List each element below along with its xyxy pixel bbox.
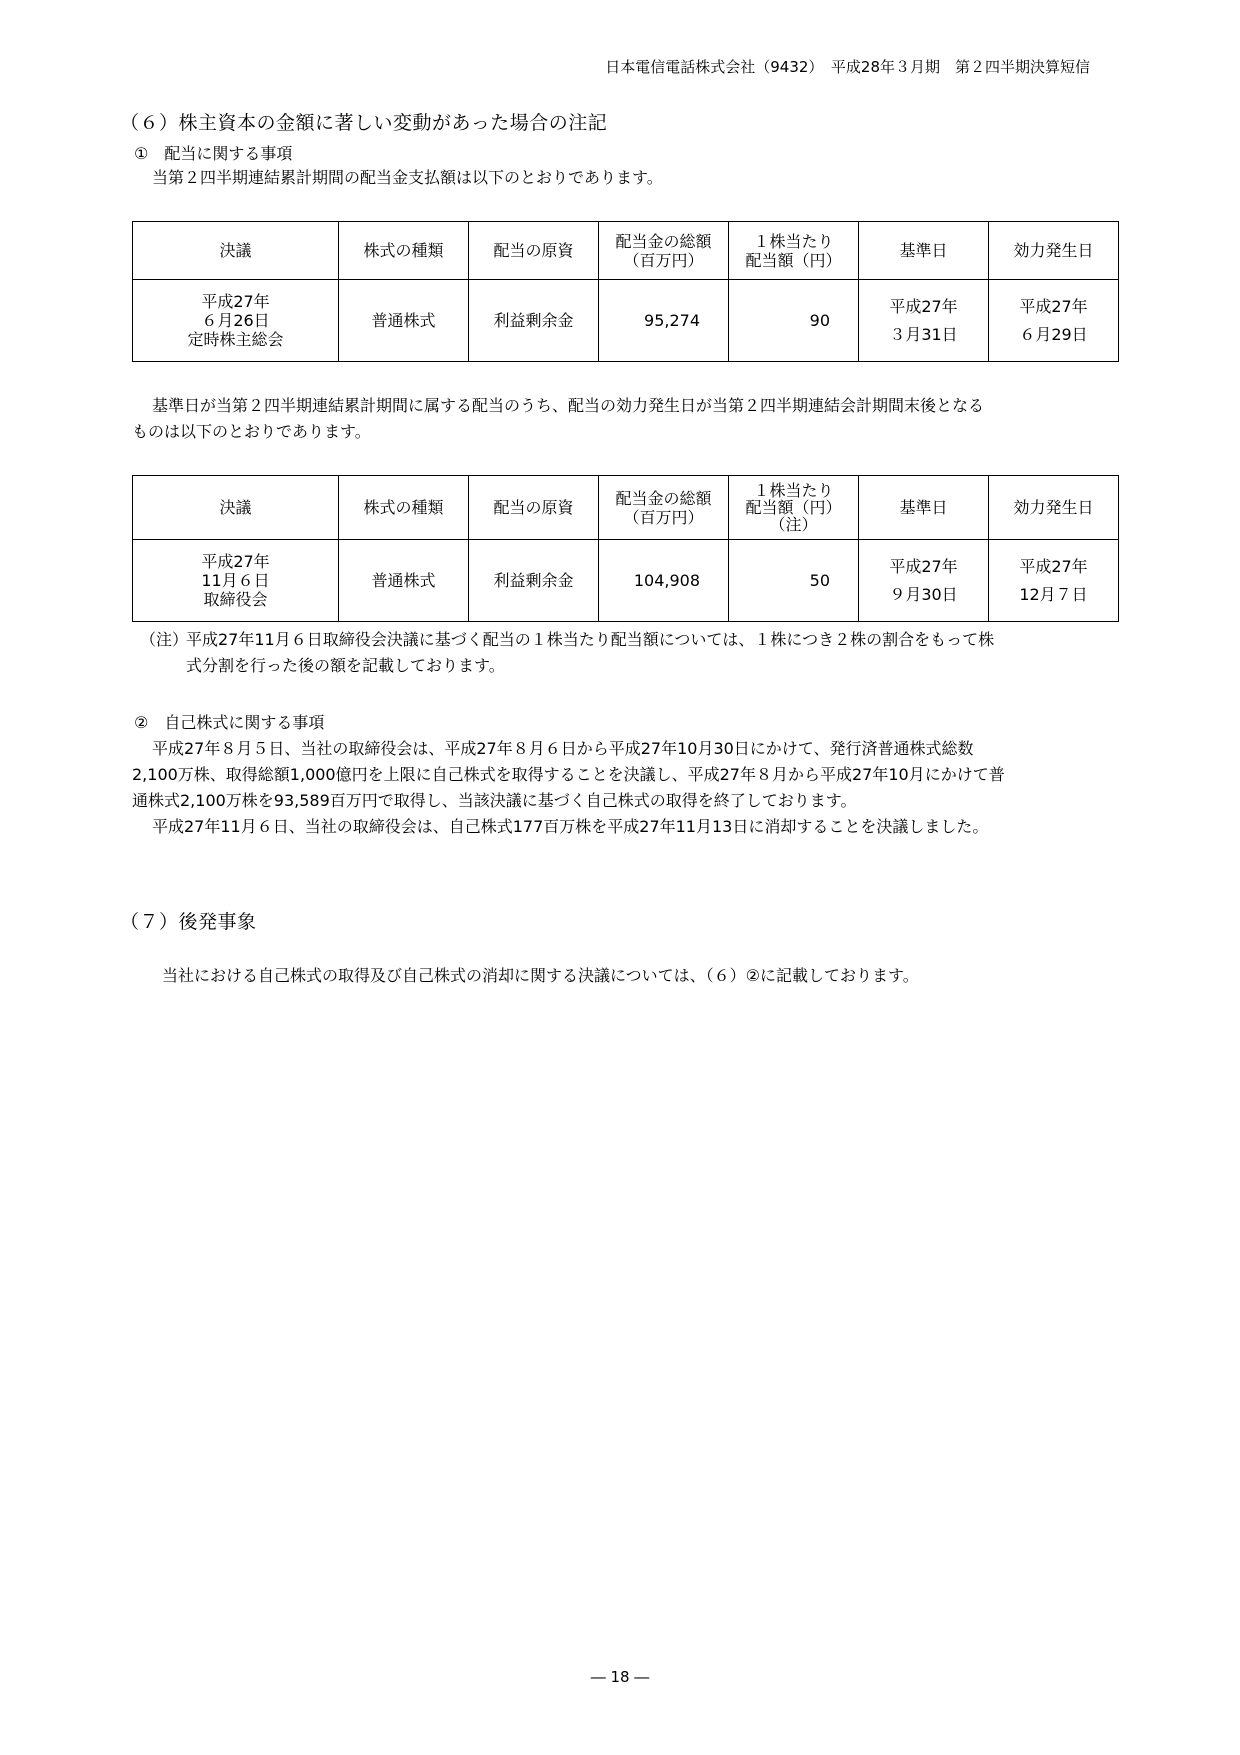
table-header-row — [133, 476, 1119, 540]
item-2-line-1: 平成27年８月５日、当社の取締役会は、平成27年８月６日から平成27年10月30日にかけて、発行済普通株式総数 — [152, 739, 974, 758]
mid-text-line-1: 基準日が当第２四半期連結累計期間に属する配当のうち、配当の効力発生日が当第２四半期連結会計期間末後となる — [152, 396, 985, 415]
item-2-line-2: 2,100万株、取得総額1,000億円を上限に自己株式を取得することを決議し、平成27年８月から平成27年10月にかけて普 — [132, 765, 1005, 784]
col-total: 配当金の総額 （百万円） — [599, 222, 729, 280]
section-7-title: （７）後発事象 — [120, 911, 257, 933]
cell-resolution: 平成27年 ６月26日 定時株主総会 — [133, 280, 339, 362]
section-7-text: 当社における自己株式の取得及び自己株式の消却に関する決議については、（６）②に記載しております。 — [162, 966, 919, 985]
col-record-date: 基準日 — [859, 222, 989, 280]
cell-resolution: 平成27年 11月６日 取締役会 — [133, 540, 339, 622]
page-header: 日本電信電話株式会社（9432） 平成28年３月期 第２四半期決算短信 — [605, 58, 1090, 76]
table-header-row — [133, 222, 1119, 280]
item-1-heading: ① 配当に関する事項 — [134, 144, 293, 163]
cell-share-type: 普通株式 — [339, 280, 469, 362]
cell-per-share: 90 — [729, 280, 859, 362]
col-resolution: 決議 — [133, 476, 339, 540]
cell-total: 95,274 — [599, 280, 729, 362]
item-2-line-3: 通株式2,100万株を93,589百万円で取得し、当該決議に基づく自己株式の取得を終了しております。 — [132, 791, 857, 810]
mid-text-line-2: ものは以下のとおりであります。 — [132, 422, 371, 441]
col-per-share: １株当たり 配当額（円） （注） — [729, 476, 859, 540]
col-effective-date: 効力発生日 — [989, 222, 1119, 280]
col-effective-date: 効力発生日 — [989, 476, 1119, 540]
col-per-share: １株当たり 配当額（円） — [729, 222, 859, 280]
col-resolution: 決議 — [133, 222, 339, 280]
cell-source: 利益剰余金 — [469, 280, 599, 362]
col-source: 配当の原資 — [469, 222, 599, 280]
cell-record-date: 平成27年 ９月30日 — [859, 540, 989, 622]
item-2-heading: ② 自己株式に関する事項 — [134, 713, 325, 732]
note-label: （注） — [140, 630, 189, 649]
table-row — [133, 280, 1119, 362]
cell-share-type: 普通株式 — [339, 540, 469, 622]
cell-effective-date: 平成27年 ６月29日 — [989, 280, 1119, 362]
item-1-intro: 当第２四半期連結累計期間の配当金支払額は以下のとおりであります。 — [152, 168, 663, 187]
col-record-date: 基準日 — [859, 476, 989, 540]
cell-effective-date: 平成27年 12月７日 — [989, 540, 1119, 622]
note-line-2: 式分割を行った後の額を記載しております。 — [186, 656, 505, 675]
table-row — [133, 540, 1119, 622]
note-line-1: 平成27年11月６日取締役会決議に基づく配当の１株当たり配当額については、１株につき２株の割合をもって株 — [186, 630, 995, 649]
cell-record-date: 平成27年 ３月31日 — [859, 280, 989, 362]
col-share-type: 株式の種類 — [339, 222, 469, 280]
page-number: ― 18 ― — [590, 1668, 650, 1686]
dividend-table-2 — [132, 475, 1119, 622]
cell-per-share: 50 — [729, 540, 859, 622]
col-source: 配当の原資 — [469, 476, 599, 540]
section-6-title: （６）株主資本の金額に著しい変動があった場合の注記 — [120, 112, 608, 134]
cell-source: 利益剰余金 — [469, 540, 599, 622]
dividend-table-1 — [132, 221, 1119, 362]
item-2-line-4: 平成27年11月６日、当社の取締役会は、自己株式177百万株を平成27年11月13日に消却することを決議しました。 — [152, 817, 989, 836]
col-total: 配当金の総額 （百万円） — [599, 476, 729, 540]
cell-total: 104,908 — [599, 540, 729, 622]
col-share-type: 株式の種類 — [339, 476, 469, 540]
